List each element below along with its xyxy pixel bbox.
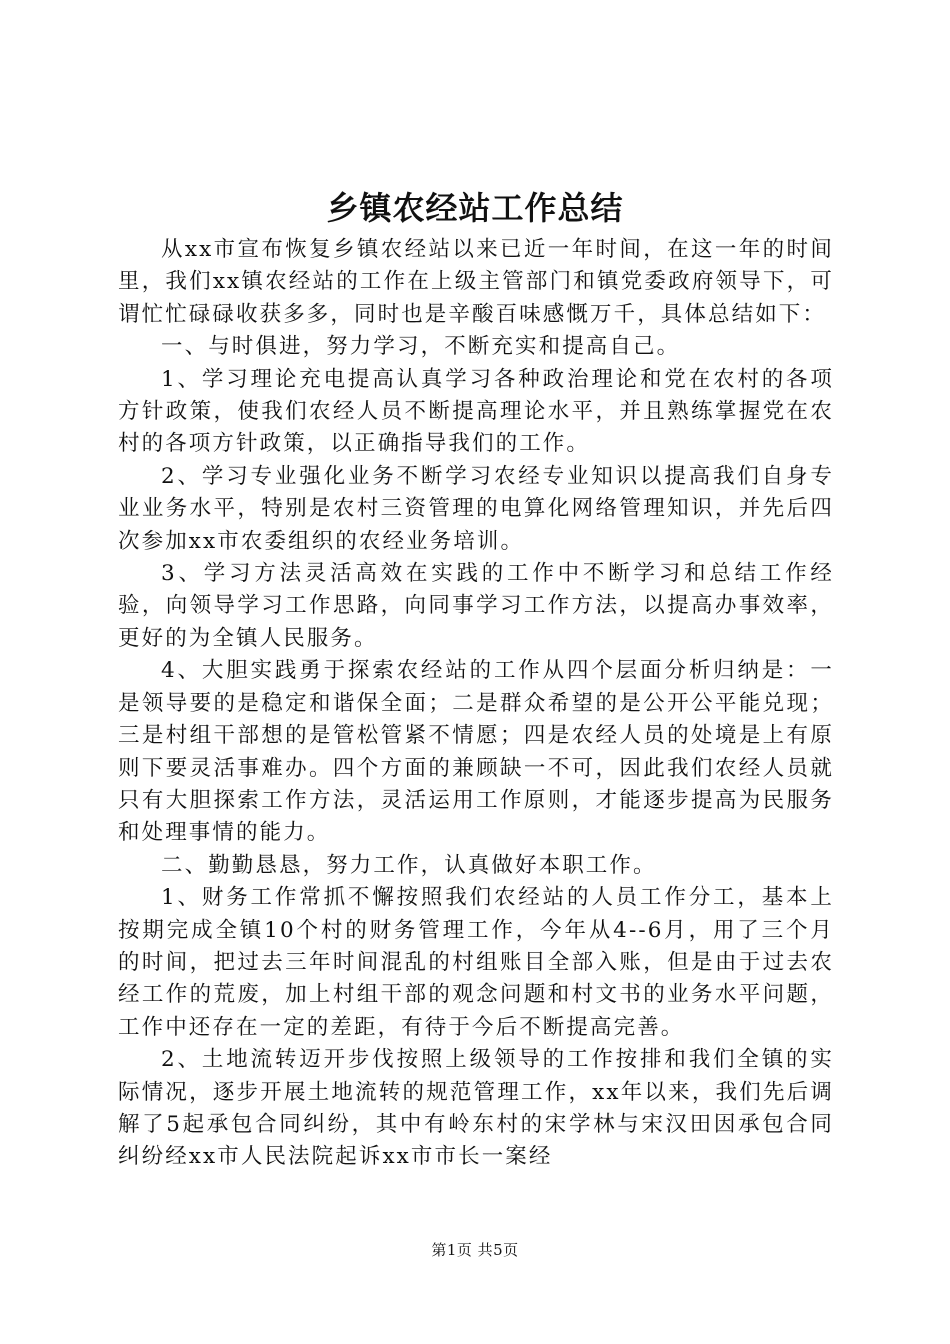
page-number-footer: 第1页 共5页 <box>431 1241 519 1259</box>
section-heading-1: 一、与时俱进，努力学习，不断充实和提高自己。 <box>161 334 681 360</box>
paragraph-intro: 从xx市宣布恢复乡镇农经站以来已近一年时间，在这一年的时间里，我们xx镇农经站的工作在上级主管部门和镇党委政府领导下，可谓忙忙碌碌收获多多，同时也是辛酸百味感慨万千，具体总结如下： <box>118 237 834 327</box>
paragraph-2-2: 2、土地流转迈开步伐按照上级领导的工作按排和我们全镇的实际情况，逐步开展土地流转的规范管理工作，xx年以来，我们先后调解了5起承包合同纠纷，其中有岭东村的宋学林与宋汉田因承包合同纠纷经xx市人民法院起诉xx市市长一案经 <box>118 1047 834 1170</box>
paragraph-1-3: 3、学习方法灵活高效在实践的工作中不断学习和总结工作经验，向领导学习工作思路，向同事学习工作方法，以提高办事效率，更好的为全镇人民服务。 <box>118 561 834 651</box>
paragraph-2-1: 1、财务工作常抓不懈按照我们农经站的人员工作分工，基本上按期完成全镇10个村的财务管理工作，今年从4--6月，用了三个月的时间，把过去三年时间混乱的村组账目全部入账，但是由于过去农经工作的荒废，加上村组干部的观念问题和村文书的业务水平问题，工作中还存在一定的差距，有待于今后不断提高完善。 <box>118 885 834 1040</box>
section-heading-2: 二、勤勤恳恳，努力工作，认真做好本职工作。 <box>161 852 657 878</box>
document-body <box>118 234 834 1174</box>
paragraph-1-2: 2、学习专业强化业务不断学习农经专业知识以提高我们自身专业业务水平，特别是农村三资管理的电算化网络管理知识，并先后四次参加xx市农委组织的农经业务培训。 <box>118 463 834 554</box>
document-title: 乡镇农经站工作总结 <box>326 189 624 227</box>
paragraph-1-4: 4、大胆实践勇于探索农经站的工作从四个层面分析归纳是：一是领导要的是稳定和谐保全面；二是群众希望的是公开公平能兑现；三是村组干部想的是管松管紧不情愿；四是农经人员的处境是上有原则下要灵活事难办。四个方面的兼顾缺一不可，因此我们农经人员就只有大胆探索工作方法，灵活运用工作原则，才能逐步提高为民服务和处理事情的能力。 <box>118 658 834 846</box>
paragraph-1-1: 1、学习理论充电提高认真学习各种政治理论和党在农村的各项方针政策，使我们农经人员不断提高理论水平，并且熟练掌握党在农村的各项方针政策，以正确指导我们的工作。 <box>118 366 834 457</box>
